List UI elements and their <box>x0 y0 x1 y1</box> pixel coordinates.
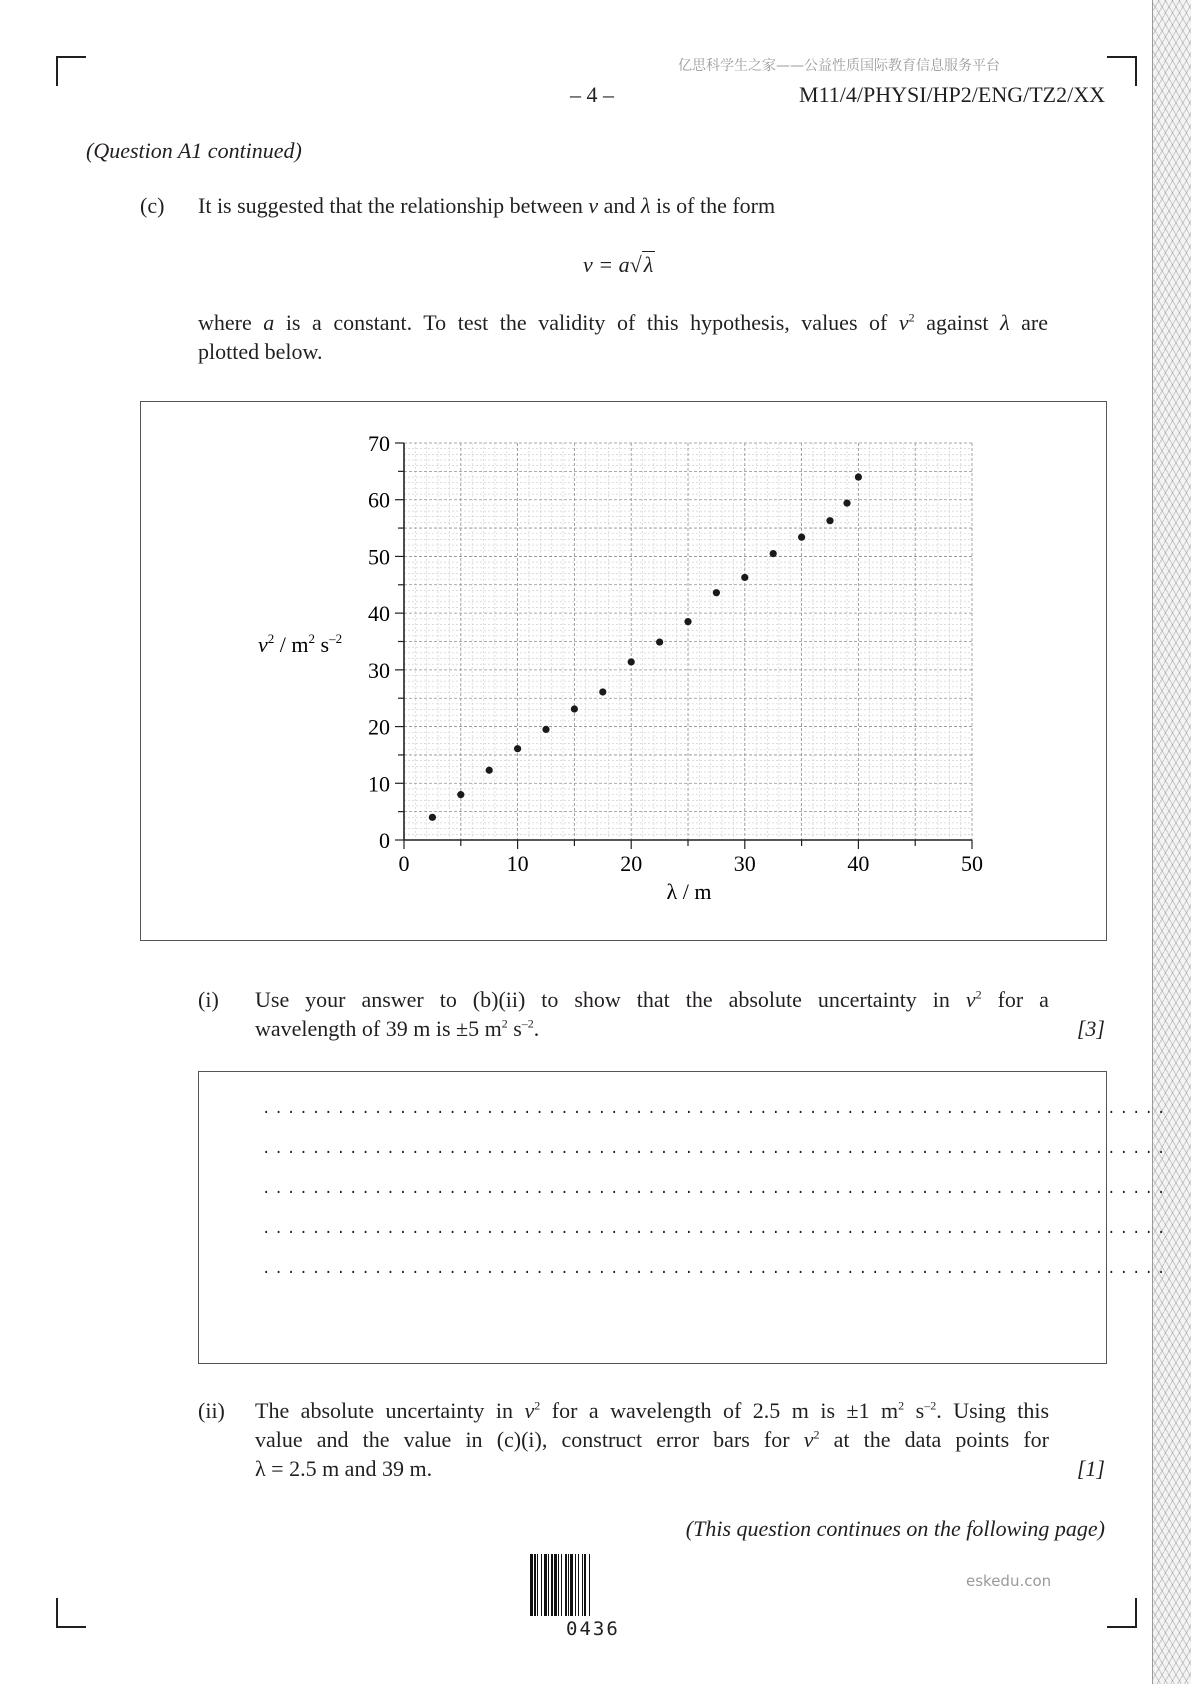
part-i-line1: Use your answer to (b)(ii) to show that the absolute uncertainty in $v^2$ for a <box>255 987 1049 1012</box>
barcode-bar <box>578 1554 579 1616</box>
x-axis-label: λ / m <box>666 879 712 904</box>
answer-line-1[interactable]: ......................................................................... <box>262 1101 1170 1117</box>
barcode-bar <box>534 1554 536 1616</box>
part-ii-marks: [1] <box>1076 1456 1105 1481</box>
x-tick-label: 20 <box>620 851 643 876</box>
x-tick-label: 30 <box>733 851 756 876</box>
page-edge-strip <box>1152 0 1191 1684</box>
x-tick-label: 10 <box>506 851 529 876</box>
chart-frame <box>140 401 1107 941</box>
crop-mark-bottom-right <box>1107 1598 1137 1628</box>
barcode-bar <box>565 1554 567 1616</box>
barcode-bar <box>589 1554 590 1616</box>
part-i-line2: wavelength of 39 m is ±5 $m^2$ $s^{-2}$. <box>255 1016 540 1041</box>
y-tick-label: 60 <box>368 487 390 513</box>
barcode <box>530 1554 660 1616</box>
barcode-bar <box>558 1554 559 1616</box>
barcode-bar <box>544 1554 547 1616</box>
y-tick-label: 40 <box>368 601 390 627</box>
part-ii-line3: λ = 2.5 m and 39 m. <box>255 1456 433 1481</box>
answer-line-5[interactable]: ......................................................................... <box>262 1261 1170 1277</box>
answer-line-3[interactable]: ......................................................................... <box>262 1181 1170 1197</box>
y-tick-label: 70 <box>368 431 390 456</box>
barcode-bar <box>568 1554 569 1616</box>
crop-mark-bottom-left <box>56 1598 86 1628</box>
answer-line-4[interactable]: ......................................................................... <box>262 1221 1170 1237</box>
barcode-bar <box>582 1554 583 1616</box>
barcode-bars <box>530 1554 660 1616</box>
barcode-bar <box>541 1554 542 1616</box>
x-tick-label: 50 <box>961 851 983 876</box>
part-ii-label: (ii) <box>198 1398 225 1423</box>
barcode-bar <box>570 1554 573 1616</box>
crop-mark-top-left <box>56 56 86 86</box>
barcode-bar <box>530 1554 533 1616</box>
barcode-bar <box>551 1554 553 1616</box>
answer-line-2[interactable]: ......................................................................... <box>262 1141 1170 1157</box>
part-ii-line1: The absolute uncertainty in $v^2$ for a wavelength of 2.5 m is ±1 $m^2$ $s^{-2}$. Using this <box>255 1398 1050 1423</box>
y-tick-label: 10 <box>368 771 390 797</box>
part-c-paragraph-line1: where a is a constant. To test the validity of this hypothesis, values of $v^2$ against λ are <box>198 310 1048 335</box>
y-tick-label: 0 <box>379 828 390 853</box>
barcode-number: 0436 <box>566 1618 620 1640</box>
barcode-bar <box>554 1554 557 1616</box>
part-c-intro: It is suggested that the relationship between v and λ is of the form <box>198 193 776 218</box>
y-axis-label: $v^2 / m^2$ $s^{-2}$ <box>258 631 343 657</box>
footer-watermark: eskedu.con <box>966 1572 1052 1590</box>
x-tick-label: 40 <box>847 851 870 876</box>
barcode-bar <box>537 1554 538 1616</box>
equation: v = a√λ <box>583 252 654 277</box>
part-c-paragraph-line2: plotted below. <box>198 339 323 364</box>
barcode-bar <box>584 1554 586 1616</box>
part-c-label: (c) <box>140 193 165 218</box>
continues-note: (This question continues on the following page) <box>685 1516 1105 1541</box>
y-tick-label: 20 <box>368 714 390 740</box>
question-continued-label: (Question A1 continued) <box>86 138 302 163</box>
part-i-marks: [3] <box>1076 1016 1105 1041</box>
barcode-bar <box>575 1554 576 1616</box>
x-tick-label: 0 <box>398 851 410 876</box>
crop-mark-top-right <box>1107 56 1137 86</box>
barcode-bar <box>548 1554 549 1616</box>
y-tick-label: 30 <box>368 657 390 683</box>
barcode-bar <box>561 1554 562 1616</box>
part-ii-line2: value and the value in (c)(i), construct error bars for $v^2$ at the data points for <box>255 1427 1049 1452</box>
header-watermark: 亿思科学生之家——公益性质国际教育信息服务平台 <box>678 58 1000 74</box>
page-number: – 4 – <box>570 82 614 107</box>
paper-code: M11/4/PHYSI/HP2/ENG/TZ2/XX <box>799 82 1105 107</box>
part-i-label: (i) <box>198 987 219 1012</box>
y-tick-label: 50 <box>368 544 390 570</box>
